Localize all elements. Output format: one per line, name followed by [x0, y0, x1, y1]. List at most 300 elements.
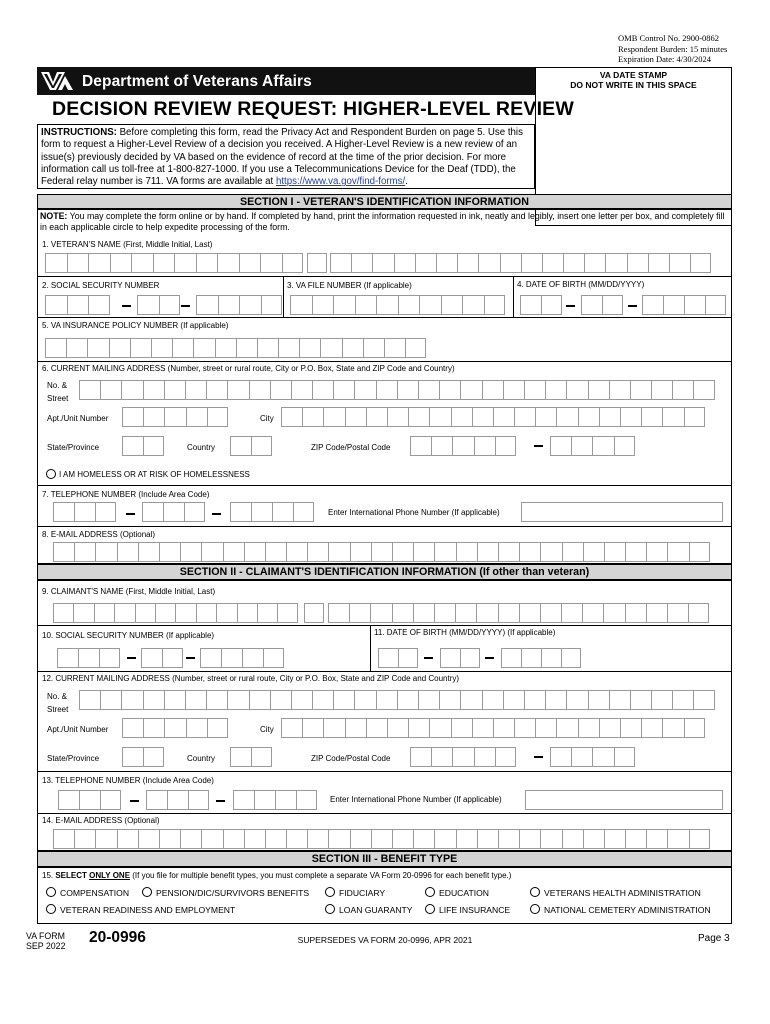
character-box[interactable] [620, 407, 641, 427]
benefit-loan-guaranty-radio[interactable] [325, 904, 335, 914]
character-box[interactable] [514, 718, 535, 738]
character-box[interactable] [186, 407, 207, 427]
character-box[interactable] [164, 690, 185, 710]
veteran-email-field[interactable] [53, 542, 710, 562]
claimant-phone-line[interactable] [233, 790, 317, 810]
claimant-country-field[interactable] [230, 747, 272, 767]
character-box[interactable] [583, 542, 604, 562]
character-box[interactable] [472, 407, 493, 427]
claimant-dob-year[interactable] [501, 648, 581, 668]
character-box[interactable] [476, 603, 497, 623]
character-box[interactable] [302, 407, 323, 427]
character-box[interactable] [350, 542, 371, 562]
character-box[interactable] [121, 690, 142, 710]
character-box[interactable] [296, 790, 317, 810]
character-box[interactable] [642, 295, 663, 315]
character-box[interactable] [221, 648, 242, 668]
character-box[interactable] [196, 603, 216, 623]
character-box[interactable] [304, 603, 324, 623]
character-box[interactable] [452, 436, 473, 456]
character-box[interactable] [605, 253, 626, 273]
character-box[interactable] [159, 542, 180, 562]
character-box[interactable] [434, 603, 455, 623]
phone-prefix[interactable] [142, 502, 205, 522]
claimant-intl-phone-field[interactable] [525, 790, 723, 810]
character-box[interactable] [625, 542, 646, 562]
character-box[interactable] [244, 542, 265, 562]
character-box[interactable] [155, 603, 175, 623]
claimant-city-field[interactable] [281, 718, 705, 738]
character-box[interactable] [290, 295, 312, 315]
character-box[interactable] [688, 603, 709, 623]
character-box[interactable] [293, 502, 314, 522]
character-box[interactable] [94, 603, 114, 623]
character-box[interactable] [667, 829, 688, 849]
character-box[interactable] [620, 718, 641, 738]
claimant-phone-prefix[interactable] [146, 790, 209, 810]
character-box[interactable] [79, 790, 100, 810]
veteran-last-name-field[interactable] [330, 253, 711, 273]
character-box[interactable] [138, 829, 159, 849]
character-box[interactable] [349, 603, 370, 623]
benefit-education-radio[interactable] [425, 887, 435, 897]
character-box[interactable] [519, 829, 540, 849]
character-box[interactable] [95, 502, 116, 522]
character-box[interactable] [354, 690, 375, 710]
character-box[interactable] [122, 436, 143, 456]
character-box[interactable] [431, 747, 452, 767]
character-box[interactable] [434, 829, 455, 849]
character-box[interactable] [206, 380, 227, 400]
character-box[interactable] [500, 253, 521, 273]
character-box[interactable] [263, 648, 284, 668]
character-box[interactable] [99, 648, 120, 668]
character-box[interactable] [201, 829, 222, 849]
character-box[interactable] [521, 253, 542, 273]
character-box[interactable] [236, 338, 257, 358]
character-box[interactable] [74, 829, 95, 849]
character-box[interactable] [405, 338, 426, 358]
veteran-apt-field[interactable] [122, 407, 228, 427]
character-box[interactable] [218, 295, 240, 315]
character-box[interactable] [625, 829, 646, 849]
character-box[interactable] [137, 295, 159, 315]
character-box[interactable] [363, 338, 384, 358]
character-box[interactable] [143, 380, 164, 400]
ssn-part-3[interactable] [196, 295, 282, 315]
insurance-policy-field[interactable] [45, 338, 426, 358]
character-box[interactable] [583, 829, 604, 849]
character-box[interactable] [143, 718, 164, 738]
character-box[interactable] [418, 690, 439, 710]
character-box[interactable] [142, 502, 163, 522]
character-box[interactable] [201, 542, 222, 562]
character-box[interactable] [392, 603, 413, 623]
character-box[interactable] [604, 542, 625, 562]
character-box[interactable] [130, 338, 151, 358]
benefit-life-insurance-radio[interactable] [425, 904, 435, 914]
character-box[interactable] [581, 295, 602, 315]
character-box[interactable] [452, 747, 473, 767]
character-box[interactable] [603, 603, 624, 623]
character-box[interactable] [302, 718, 323, 738]
character-box[interactable] [413, 542, 434, 562]
character-box[interactable] [376, 380, 397, 400]
ssn-part-2[interactable] [137, 295, 180, 315]
character-box[interactable] [351, 253, 372, 273]
character-box[interactable] [323, 718, 344, 738]
character-box[interactable] [114, 603, 134, 623]
character-box[interactable] [484, 295, 506, 315]
character-box[interactable] [233, 790, 254, 810]
character-box[interactable] [609, 380, 630, 400]
character-box[interactable] [398, 648, 418, 668]
character-box[interactable] [366, 718, 387, 738]
character-box[interactable] [460, 380, 481, 400]
character-box[interactable] [257, 603, 277, 623]
character-box[interactable] [53, 502, 74, 522]
character-box[interactable] [261, 295, 283, 315]
character-box[interactable] [100, 690, 121, 710]
character-box[interactable] [592, 747, 613, 767]
character-box[interactable] [562, 829, 583, 849]
character-box[interactable] [418, 380, 439, 400]
character-box[interactable] [493, 718, 514, 738]
character-box[interactable] [398, 295, 420, 315]
character-box[interactable] [641, 407, 662, 427]
character-box[interactable] [277, 603, 297, 623]
character-box[interactable] [270, 380, 291, 400]
benefit-pension-radio[interactable] [142, 887, 152, 897]
phone-line[interactable] [230, 502, 314, 522]
character-box[interactable] [376, 690, 397, 710]
character-box[interactable] [441, 295, 463, 315]
character-box[interactable] [662, 718, 683, 738]
character-box[interactable] [66, 338, 87, 358]
character-box[interactable] [376, 295, 398, 315]
character-box[interactable] [299, 338, 320, 358]
character-box[interactable] [462, 295, 484, 315]
character-box[interactable] [87, 338, 108, 358]
character-box[interactable] [669, 253, 690, 273]
character-box[interactable] [397, 380, 418, 400]
character-box[interactable] [604, 829, 625, 849]
character-box[interactable] [312, 690, 333, 710]
claimant-last-name-field[interactable] [328, 603, 709, 623]
veteran-city-field[interactable] [281, 407, 705, 427]
character-box[interactable] [541, 295, 562, 315]
character-box[interactable] [230, 747, 251, 767]
character-box[interactable] [646, 542, 667, 562]
character-box[interactable] [143, 747, 164, 767]
character-box[interactable] [672, 380, 693, 400]
character-box[interactable] [167, 790, 188, 810]
character-box[interactable] [641, 718, 662, 738]
character-box[interactable] [312, 380, 333, 400]
character-box[interactable] [74, 502, 95, 522]
character-box[interactable] [206, 690, 227, 710]
character-box[interactable] [146, 790, 167, 810]
character-box[interactable] [100, 380, 121, 400]
character-box[interactable] [627, 253, 648, 273]
veteran-first-name-field[interactable] [45, 253, 303, 273]
character-box[interactable] [705, 295, 726, 315]
character-box[interactable] [451, 407, 472, 427]
character-box[interactable] [667, 603, 688, 623]
character-box[interactable] [451, 718, 472, 738]
character-box[interactable] [646, 603, 667, 623]
character-box[interactable] [354, 380, 375, 400]
character-box[interactable] [456, 829, 477, 849]
character-box[interactable] [578, 718, 599, 738]
character-box[interactable] [514, 407, 535, 427]
dob-month[interactable] [520, 295, 562, 315]
character-box[interactable] [524, 690, 545, 710]
character-box[interactable] [689, 829, 710, 849]
character-box[interactable] [535, 407, 556, 427]
character-box[interactable] [366, 407, 387, 427]
character-box[interactable] [550, 436, 571, 456]
character-box[interactable] [164, 718, 185, 738]
character-box[interactable] [614, 436, 635, 456]
character-box[interactable] [122, 407, 143, 427]
character-box[interactable] [350, 829, 371, 849]
character-box[interactable] [110, 253, 132, 273]
character-box[interactable] [249, 690, 270, 710]
character-box[interactable] [556, 407, 577, 427]
character-box[interactable] [180, 829, 201, 849]
character-box[interactable] [217, 253, 239, 273]
character-box[interactable] [415, 253, 436, 273]
character-box[interactable] [323, 407, 344, 427]
veteran-state-field[interactable] [122, 436, 164, 456]
character-box[interactable] [519, 603, 540, 623]
character-box[interactable] [392, 829, 413, 849]
character-box[interactable] [223, 829, 244, 849]
character-box[interactable] [571, 436, 592, 456]
character-box[interactable] [328, 603, 349, 623]
character-box[interactable] [455, 603, 476, 623]
character-box[interactable] [563, 253, 584, 273]
phone-area-code[interactable] [53, 502, 116, 522]
character-box[interactable] [251, 747, 272, 767]
character-box[interactable] [460, 648, 480, 668]
character-box[interactable] [291, 690, 312, 710]
character-box[interactable] [74, 542, 95, 562]
character-box[interactable] [73, 603, 93, 623]
character-box[interactable] [95, 829, 116, 849]
claimant-apt-field[interactable] [122, 718, 228, 738]
character-box[interactable] [440, 648, 460, 668]
character-box[interactable] [434, 542, 455, 562]
character-box[interactable] [143, 436, 164, 456]
character-box[interactable] [227, 690, 248, 710]
character-box[interactable] [153, 253, 175, 273]
character-box[interactable] [333, 295, 355, 315]
character-box[interactable] [180, 542, 201, 562]
character-box[interactable] [550, 747, 571, 767]
character-box[interactable] [88, 253, 110, 273]
claimant-street-field[interactable] [79, 690, 715, 710]
character-box[interactable] [265, 829, 286, 849]
character-box[interactable] [578, 407, 599, 427]
character-box[interactable] [646, 829, 667, 849]
character-box[interactable] [45, 253, 67, 273]
character-box[interactable] [164, 380, 185, 400]
character-box[interactable] [135, 603, 155, 623]
character-box[interactable] [436, 253, 457, 273]
character-box[interactable] [286, 829, 307, 849]
character-box[interactable] [230, 502, 251, 522]
character-box[interactable] [667, 542, 688, 562]
claimant-email-field[interactable] [53, 829, 710, 849]
character-box[interactable] [370, 603, 391, 623]
character-box[interactable] [519, 542, 540, 562]
claimant-state-field[interactable] [122, 747, 164, 767]
character-box[interactable] [251, 436, 272, 456]
character-box[interactable] [257, 338, 278, 358]
dob-day[interactable] [581, 295, 623, 315]
character-box[interactable] [281, 407, 302, 427]
character-box[interactable] [545, 380, 566, 400]
character-box[interactable] [542, 253, 563, 273]
character-box[interactable] [265, 542, 286, 562]
benefit-nca-radio[interactable] [530, 904, 540, 914]
character-box[interactable] [501, 648, 521, 668]
character-box[interactable] [53, 829, 74, 849]
veteran-country-field[interactable] [230, 436, 272, 456]
character-box[interactable] [684, 407, 705, 427]
character-box[interactable] [410, 436, 431, 456]
character-box[interactable] [571, 747, 592, 767]
character-box[interactable] [45, 338, 66, 358]
character-box[interactable] [498, 603, 519, 623]
character-box[interactable] [457, 253, 478, 273]
character-box[interactable] [397, 690, 418, 710]
character-box[interactable] [651, 380, 672, 400]
character-box[interactable] [223, 542, 244, 562]
character-box[interactable] [131, 253, 153, 273]
character-box[interactable] [79, 690, 100, 710]
character-box[interactable] [345, 407, 366, 427]
character-box[interactable] [270, 690, 291, 710]
character-box[interactable] [239, 295, 261, 315]
character-box[interactable] [143, 407, 164, 427]
character-box[interactable] [630, 690, 651, 710]
character-box[interactable] [384, 338, 405, 358]
character-box[interactable] [185, 690, 206, 710]
character-box[interactable] [193, 338, 214, 358]
character-box[interactable] [244, 829, 265, 849]
character-box[interactable] [100, 790, 121, 810]
character-box[interactable] [230, 436, 251, 456]
claimant-ssn-part-1[interactable] [57, 648, 120, 668]
character-box[interactable] [410, 747, 431, 767]
character-box[interactable] [215, 338, 236, 358]
character-box[interactable] [413, 603, 434, 623]
character-box[interactable] [281, 718, 302, 738]
character-box[interactable] [342, 338, 363, 358]
character-box[interactable] [355, 295, 377, 315]
character-box[interactable] [690, 253, 711, 273]
character-box[interactable] [503, 380, 524, 400]
homeless-radio[interactable] [46, 469, 56, 479]
character-box[interactable] [566, 380, 587, 400]
character-box[interactable] [164, 407, 185, 427]
character-box[interactable] [662, 407, 683, 427]
character-box[interactable] [429, 407, 450, 427]
character-box[interactable] [88, 295, 110, 315]
character-box[interactable] [541, 648, 561, 668]
character-box[interactable] [371, 829, 392, 849]
character-box[interactable] [439, 690, 460, 710]
character-box[interactable] [151, 338, 172, 358]
character-box[interactable] [307, 542, 328, 562]
character-box[interactable] [474, 747, 495, 767]
character-box[interactable] [372, 253, 393, 273]
character-box[interactable] [260, 253, 282, 273]
character-box[interactable] [345, 718, 366, 738]
character-box[interactable] [394, 253, 415, 273]
benefit-vha-radio[interactable] [530, 887, 540, 897]
character-box[interactable] [122, 718, 143, 738]
character-box[interactable] [141, 648, 162, 668]
ssn-part-1[interactable] [45, 295, 110, 315]
character-box[interactable] [495, 436, 516, 456]
veteran-zip-ext-field[interactable] [550, 436, 635, 456]
claimant-first-name-field[interactable] [53, 603, 298, 623]
character-box[interactable] [254, 790, 275, 810]
va-file-number-field[interactable] [290, 295, 505, 315]
character-box[interactable] [58, 790, 79, 810]
character-box[interactable] [561, 648, 581, 668]
intl-phone-field[interactable] [521, 502, 723, 522]
character-box[interactable] [53, 542, 74, 562]
character-box[interactable] [556, 718, 577, 738]
character-box[interactable] [196, 253, 218, 273]
character-box[interactable] [121, 380, 142, 400]
character-box[interactable] [561, 603, 582, 623]
benefit-fiduciary-radio[interactable] [325, 887, 335, 897]
character-box[interactable] [333, 690, 354, 710]
character-box[interactable] [498, 542, 519, 562]
character-box[interactable] [584, 253, 605, 273]
character-box[interactable] [159, 829, 180, 849]
character-box[interactable] [239, 253, 261, 273]
character-box[interactable] [588, 380, 609, 400]
character-box[interactable] [474, 436, 495, 456]
character-box[interactable] [456, 542, 477, 562]
character-box[interactable] [477, 542, 498, 562]
character-box[interactable] [520, 295, 541, 315]
character-box[interactable] [312, 295, 334, 315]
character-box[interactable] [609, 690, 630, 710]
character-box[interactable] [625, 603, 646, 623]
character-box[interactable] [278, 338, 299, 358]
character-box[interactable] [562, 542, 583, 562]
character-box[interactable] [503, 690, 524, 710]
veteran-middle-initial-field[interactable] [307, 253, 327, 273]
character-box[interactable] [138, 542, 159, 562]
character-box[interactable] [53, 603, 73, 623]
character-box[interactable] [227, 380, 248, 400]
character-box[interactable] [45, 295, 67, 315]
character-box[interactable] [387, 407, 408, 427]
character-box[interactable] [207, 718, 228, 738]
character-box[interactable] [328, 829, 349, 849]
claimant-dob-day[interactable] [440, 648, 480, 668]
character-box[interactable] [540, 603, 561, 623]
